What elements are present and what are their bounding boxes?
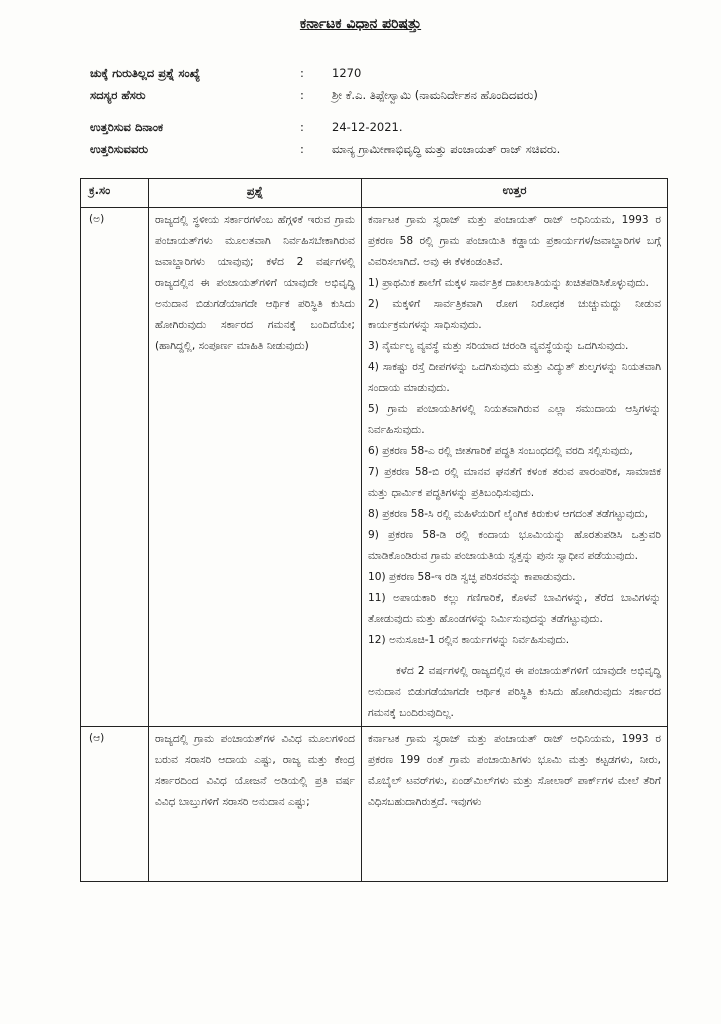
header-answer: ಉತ್ತರ — [362, 179, 668, 208]
meta-member-name: ಸದಸ್ಯರ ಹೆಸರು : ಶ್ರೀ ಕೆ.ಎ. ತಿಪ್ಪೇಸ್ವಾಮಿ (ನಾಮನಿರ್ದೇಶನ ಹೊಂದಿದವರು) — [90, 87, 538, 102]
row-question: ರಾಜ್ಯದಲ್ಲಿ ಗ್ರಾಮ ಪಂಚಾಯತ್‌ಗಳ ವಿವಿಧ ಮೂಲಗಳಿಂದ ಬರುವ ಸರಾಸರಿ ಆದಾಯ ಎಷ್ಟು, ರಾಜ್ಯ ಮತ್ತು ಕೇಂದ್ರ ಸರ್ಕಾರದಿಂದ ವಿವಿಧ ಯೋಜನೆ ಅಡಿಯಲ್ಲಿ ಪ್ರತಿ ವರ್ಷ ವಿವಿಧ ಬಾಬ್ತುಗಳಿಗೆ ಸರಾಸರಿ ಅನುದಾನ ಎಷ್ಟು; — [149, 727, 362, 882]
row-answer — [362, 208, 668, 727]
question-meta — [90, 62, 690, 160]
answer-item: 11) ಅಪಾಯಕಾರಿ ಕಲ್ಲು ಗಣಿಗಾರಿಕೆ, ಕೊಳವೆ ಬಾವಿಗಳನ್ನು, ತೆರೆದ ಬಾವಿಗಳನ್ನು ತೋಡುವುದು ಮತ್ತು ಹೊಂಡಗಳನ್ನು ನಿರ್ಮಿಸುವುದನ್ನು ತಡೆಗಟ್ಟುವುದು. — [368, 592, 661, 625]
row-answer: ಕರ್ನಾಟಕ ಗ್ರಾಮ ಸ್ವರಾಜ್ ಮತ್ತು ಪಂಚಾಯತ್ ರಾಜ್ ಅಧಿನಿಯಮ, 1993 ರ ಪ್ರಕರಣ 199 ರಂತೆ ಗ್ರಾಮ ಪಂಚಾಯಿತಿಗಳು ಭೂಮಿ ಮತ್ತು ಕಟ್ಟಡಗಳು, ನೀರು, ಮೊಬೈಲ್ ಟವರ್‌ಗಳು, ಏಂಡ್‌ಮಿಲ್‌ಗಳು ಮತ್ತು ಸೋಲಾರ್ ಪಾರ್ಕ್‌ಗಳ ಮೇಲೆ ತೆರಿಗೆ ವಿಧಿಸಬಹುದಾಗಿರುತ್ತದೆ. ಇವುಗಳು — [362, 727, 668, 882]
meta-answer-date: ಉತ್ತರಿಸುವ ದಿನಾಂಕ : 24-12-2021. — [90, 119, 403, 134]
answer-item: 12) ಅನುಸೂಚಿ-1 ರಲ್ಲಿನ ಕಾರ್ಯಗಳನ್ನು ನಿರ್ವಹಿಸುವುದು. — [368, 634, 570, 646]
answer-item: 5) ಗ್ರಾಮ ಪಂಚಾಯತಿಗಳಲ್ಲಿ ನಿಯತವಾಗಿರುವ ಎಲ್ಲಾ ಸಮುದಾಯ ಆಸ್ತಿಗಳನ್ನು ನಿರ್ವಹಿಸುವುದು. — [368, 403, 661, 436]
page-title: ಕರ್ನಾಟಕ ವಿಧಾನ ಪರಿಷತ್ತು — [299, 16, 422, 32]
answer-item: 7) ಪ್ರಕರಣ 58-ಬಿ ರಲ್ಲಿ ಮಾನವ ಘನತೆಗೆ ಕಳಂಕ ತರುವ ಪಾರಂಪರಿಕ, ಸಾಮಾಜಿಕ ಮತ್ತು ಧಾರ್ಮಿಕ ಪದ್ಧತಿಗಳನ್ನು ಪ್ರತಿಬಂಧಿಸುವುದು. — [368, 466, 661, 499]
qa-table — [80, 178, 668, 882]
row-question: ರಾಜ್ಯದಲ್ಲಿ ಸ್ಥಳೀಯ ಸರ್ಕಾರಗಳೆಂಬ ಹೆಗ್ಗಳಿಕೆ ಇರುವ ಗ್ರಾಮ ಪಂಚಾಯತ್‌ಗಳು ಮೂಲತವಾಗಿ ನಿರ್ವಹಿಸಬೇಕಾಗಿರುವ ಜವಾಬ್ದಾರಿಗಳು ಯಾವುವು; ಕಳೆದ 2 ವರ್ಷಗಳಲ್ಲಿ ರಾಜ್ಯದಲ್ಲಿನ ಈ ಪಂಚಾಯತ್‌ಗಳಿಗೆ ಯಾವುದೇ ಅಭಿವೃದ್ಧಿ ಅನುದಾನ ಬಿಡುಗಡೆಯಾಗದೇ ಆರ್ಥಿಕ ಪರಿಸ್ಥಿತಿ ಕುಸಿದು ಹೋಗಿರುವುದು ಸರ್ಕಾರದ ಗಮನಕ್ಕೆ ಬಂದಿದೆಯೇ; (ಹಾಗಿದ್ದಲ್ಲಿ, ಸಂಪೂರ್ಣ ಮಾಹಿತಿ ನೀಡುವುದು) — [149, 208, 362, 727]
table-header-row — [81, 179, 668, 208]
answer-item: 1) ಪ್ರಾಥಮಿಕ ಶಾಲೆಗೆ ಮಕ್ಕಳ ಸಾರ್ವತ್ರಿಕ ದಾಖಲಾತಿಯನ್ನು ಖಚಿತಪಡಿಸಿಕೊಳ್ಳುವುದು. — [368, 277, 649, 289]
answer-intro: ಕರ್ನಾಟಕ ಗ್ರಾಮ ಸ್ವರಾಜ್ ಮತ್ತು ಪಂಚಾಯತ್ ರಾಜ್ ಅಧಿನಿಯಮ, 1993 ರ ಪ್ರಕರಣ 58 ರಲ್ಲಿ ಗ್ರಾಮ ಪಂಚಾಯಿತಿ ಕಡ್ಡಾಯ ಪ್ರಕಾರ್ಯಗಳ/ಜವಾಬ್ದಾರಿಗಳ ಬಗ್ಗೆ ವಿವರಿಸಲಾಗಿದೆ. ಅವು ಈ ಕೆಳಕಂಡಂತಿವೆ. — [368, 214, 661, 268]
table-row — [81, 727, 668, 882]
answer-item: 4) ಸಾಕಷ್ಟು ರಸ್ತೆ ದೀಪಗಳನ್ನು ಒದಗಿಸುವುದು ಮತ್ತು ವಿದ್ಯುತ್ ಶುಲ್ಕಗಳನ್ನು ನಿಯತವಾಗಿ ಸಂದಾಯ ಮಾಡುವುದು. — [368, 361, 661, 394]
row-serial: (ಆ) — [81, 727, 149, 882]
answer-item: 10) ಪ್ರಕರಣ 58-ಇ ರಡಿ ಸ್ವಚ್ಛ ಪರಿಸರವನ್ನು ಕಾಪಾಡುವುದು. — [368, 571, 576, 583]
answer-item: 3) ನೈರ್ಮಲ್ಯ ವ್ಯವಸ್ಥೆ ಮತ್ತು ಸರಿಯಾದ ಚರಂಡಿ ವ್ಯವಸ್ಥೆಯನ್ನು ಒದಗಿಸುವುದು. — [368, 340, 629, 352]
answer-item: 6) ಪ್ರಕರಣ 58-ಎ ರಲ್ಲಿ ಜೀತಗಾರಿಕೆ ಪದ್ಧತಿ ಸಂಬಂಧದಲ್ಲಿ ವರದಿ ಸಲ್ಲಿಸುವುದು, — [368, 445, 633, 457]
meta-question-number: ಚುಕ್ಕೆ ಗುರುತಿಲ್ಲದ ಪ್ರಶ್ನೆ ಸಂಖ್ಯೆ : 1270 — [90, 65, 362, 80]
answer-item: 8) ಪ್ರಕರಣ 58-ಸಿ ರಲ್ಲಿ ಮಹಿಳೆಯರಿಗೆ ಲೈಂಗಿಕ ಕಿರುಕುಳ ಆಗದಂತೆ ತಡೆಗಟ್ಟುವುದು, — [368, 508, 648, 520]
answer-item: 9) ಪ್ರಕರಣ 58-ಡಿ ರಲ್ಲಿ ಕಂದಾಯ ಭೂಮಿಯನ್ನು ಹೊರತುಪಡಿಸಿ ಒತ್ತುವರಿ ಮಾಡಿಕೊಂಡಿರುವ ಗ್ರಾಮ ಪಂಚಾಯತಿಯ ಸ್ವತ್ತನ್ನು ಪುನಃ ಸ್ವಾಧೀನ ಪಡೆಯುವುದು. — [368, 529, 661, 562]
row-serial: (ಅ) — [81, 208, 149, 727]
meta-answered-by: ಉತ್ತರಿಸುವವರು : ಮಾನ್ಯ ಗ್ರಾಮೀಣಾಭಿವೃದ್ಧಿ ಮತ್ತು ಪಂಚಾಯತ್ ರಾಜ್ ಸಚಿವರು. — [90, 141, 561, 156]
table-row — [81, 208, 668, 727]
answer-conclusion: ಕಳೆದ 2 ವರ್ಷಗಳಲ್ಲಿ ರಾಜ್ಯದಲ್ಲಿನ ಈ ಪಂಚಾಯತ್‌ಗಳಿಗೆ ಯಾವುದೇ ಅಭಿವೃದ್ಧಿ ಅನುದಾನ ಬಿಡುಗಡೆಯಾಗದೇ ಆರ್ಥಿಕ ಪರಿಸ್ಥಿತಿ ಕುಸಿದು ಹೋಗಿರುವುದು ಸರ್ಕಾರದ ಗಮನಕ್ಕೆ ಬಂದಿರುವುದಿಲ್ಲ. — [368, 665, 661, 719]
header-question: ಪ್ರಶ್ನೆ — [149, 179, 362, 208]
header-serial: ಕ್ರ.ಸಂ — [81, 179, 149, 208]
answer-item: 2) ಮಕ್ಕಳಿಗೆ ಸಾರ್ವತ್ರಿಕವಾಗಿ ರೋಗ ನಿರೋಧಕ ಚುಚ್ಚುಮದ್ದು ನೀಡುವ ಕಾರ್ಯಕ್ರಮಗಳನ್ನು ಸಾಧಿಸುವುದು. — [368, 298, 661, 331]
